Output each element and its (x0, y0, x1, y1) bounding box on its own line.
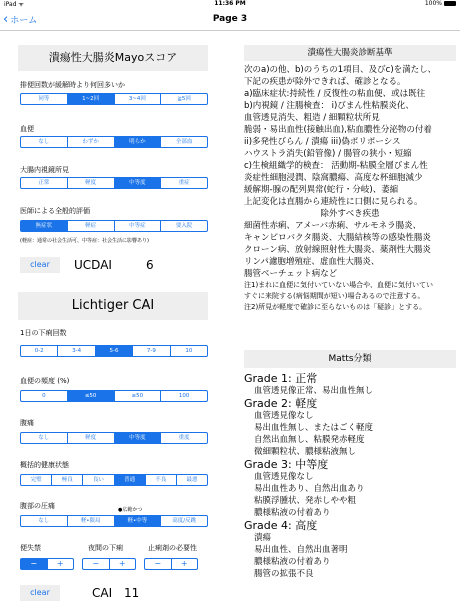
matts-grade: Grade 2: 軽度 (244, 397, 318, 410)
matts-grade-item: 腸管の拡張不良 (254, 569, 314, 579)
cai-title: Lichtiger CAI (18, 292, 208, 320)
abdominal-pain-segmented-option[interactable]: 重度 (160, 433, 207, 443)
criteria-line: 上記変化は直腸から連続性に口側に見られる。 (244, 197, 423, 207)
exclude-lines (244, 220, 456, 280)
criteria-line: 緩解期-腺の配列異常(蛇行・分岐)、萎縮 (244, 185, 399, 195)
blood-segmented-option[interactable]: なし (38, 139, 50, 145)
blood-frequency-segmented[interactable] (20, 390, 208, 402)
antidiarrheal-label: 止痢剤の必要性 (148, 544, 197, 552)
doctor-assessment-segmented-option[interactable]: 無症状 (21, 221, 67, 231)
daily-diarrhea-segmented-option[interactable]: 3-4 (57, 346, 94, 356)
criteria-line: b)内視鏡 / 注腸検査： i)びまん性粘膜炎化、 (244, 101, 414, 111)
stepper-minus[interactable]: − (92, 559, 100, 568)
criteria-title: 潰瘍性大腸炎診断基準 (244, 45, 456, 61)
endoscopy-label: 大腸内視鏡所見 (20, 166, 69, 174)
battery-icon (444, 1, 456, 6)
mayo-title: 潰瘍性大腸炎Mayoスコア (18, 45, 208, 71)
nocturnal-diarrhea-stepper[interactable] (82, 558, 136, 570)
criteria-line: c)生検組織学的検査： 活動期-粘膜全層びまん性 (244, 161, 428, 171)
endoscopy-segmented[interactable] (20, 177, 208, 189)
doctor-assessment-segmented-option[interactable]: 中等症 (114, 221, 161, 231)
abdominal-tenderness-segmented-option[interactable]: 軽•限局 (67, 516, 114, 526)
blood-segmented-option[interactable]: 全部血 (160, 137, 207, 147)
matts-grade-item: 易出血性あり、自然出血あり (254, 484, 365, 494)
criteria-line: ii)多発性びらん / 潰瘍 iii)偽ポリポーシス (244, 137, 401, 147)
endoscopy-segmented-option[interactable]: 正常 (38, 180, 50, 186)
doctor-assessment-note: (軽症：通常の社会生活可、中等症：社会生活に影響あり) (20, 238, 149, 244)
endoscopy-segmented-option[interactable]: 重症 (160, 178, 207, 188)
stepper-plus[interactable]: + (171, 559, 198, 569)
matts-grade-item: 膿様粘液の付着あり (254, 557, 331, 567)
nocturnal-diarrhea-label: 夜間の下痢 (88, 544, 123, 552)
matts-grade-item: 血管透見像正常、易出血性無し (254, 386, 374, 396)
cai-value: 11 (124, 586, 140, 600)
criteria-line: 下記の疾患が除外できれば、確診となる。 (244, 77, 406, 87)
stool-segmented[interactable] (20, 93, 208, 105)
criteria-line: a)臨床症状:持続性 / 反復性の粘血便、或は既往 (244, 89, 426, 99)
abdominal-pain-segmented-option[interactable]: 中等度 (114, 433, 161, 443)
matts-grade: Grade 3: 中等度 (244, 458, 329, 471)
abdominal-tenderness-sublabel: ●広範かつ (118, 507, 143, 513)
matts-grade-item: 易出血性、自然出血著明 (254, 545, 348, 555)
blood-segmented-option[interactable]: わずか (67, 137, 114, 147)
criteria-note: すぐに来院する(病悩期間が短い)場合あるので注意する。 (244, 292, 425, 300)
daily-diarrhea-label: 1日の下痢回数 (20, 329, 67, 337)
endoscopy-segmented-option[interactable]: 軽度 (67, 178, 114, 188)
stepper-plus[interactable]: + (109, 559, 136, 569)
stepper-minus[interactable]: − (21, 559, 47, 569)
blood-segmented-option[interactable]: 明らか (114, 137, 161, 147)
chevron-left-icon: ‹ (3, 12, 9, 27)
doctor-assessment-segmented[interactable] (20, 220, 208, 232)
general-health-segmented-option[interactable]: 良い (82, 475, 113, 485)
criteria-line: 次のa)の他、b)のうちの1項目、及びc)を満たし、 (244, 65, 437, 75)
abdominal-pain-segmented-option[interactable]: 軽度 (67, 433, 114, 443)
criteria-line: ハウストラ消失(鉛管像) / 腸管の狭小・短縮 (244, 149, 412, 159)
antidiarrheal-stepper[interactable] (144, 558, 198, 570)
blood-frequency-segmented-option[interactable]: 100 (160, 391, 207, 401)
doctor-assessment-segmented-option[interactable]: 軽症 (67, 221, 114, 231)
matts-grade-item: 膿様粘液の付着あり (254, 508, 331, 518)
ucdai-label: UCDAI (74, 258, 112, 272)
incontinence-stepper[interactable] (20, 558, 74, 570)
matts-grade-item: 粘膜浮腫状、発赤しやや粗 (254, 496, 357, 506)
criteria-line: 炎症性細胞浸潤、陰窩膿瘍、高度な杯細胞減少 (244, 173, 423, 183)
page-title: Page 3 (212, 14, 248, 24)
cai-clear-button[interactable]: clear (20, 585, 60, 601)
daily-diarrhea-segmented-option[interactable]: 7-9 (132, 346, 169, 356)
battery-percent: 100% (424, 0, 442, 7)
general-health-segmented-option[interactable]: 最悪 (176, 475, 207, 485)
exclude-title: 除外すべき疾患 (320, 209, 380, 219)
matts-grade-item: 易出血性無し、またはごく軽度 (254, 423, 374, 433)
criteria-note: 注2)所見が軽度で確診に至らないものは「疑診」とする。 (244, 303, 427, 311)
general-health-segmented-option[interactable]: 完璧 (30, 477, 42, 483)
matts-grade-item: 微細顆粒状、膿様粘液無し (254, 447, 357, 457)
doctor-assessment-label: 医師による全般的評価 (20, 207, 90, 215)
daily-diarrhea-segmented-option[interactable]: 5-6 (95, 346, 132, 356)
stool-segmented-option[interactable]: 3~4回 (114, 94, 161, 104)
battery-status (425, 0, 456, 7)
abdominal-pain-segmented-option[interactable]: なし (38, 435, 50, 441)
general-health-segmented-option[interactable]: 不良 (145, 475, 176, 485)
criteria-body (244, 64, 456, 313)
criteria-lines (244, 64, 456, 208)
stepper-minus[interactable]: − (154, 559, 162, 568)
matts-grade-item: 血管透見像なし (254, 472, 314, 482)
abdominal-pain-label: 腹痛 (20, 419, 34, 427)
daily-diarrhea-segmented-option[interactable]: 0-2 (34, 348, 44, 354)
general-health-segmented-option[interactable]: 普通 (114, 475, 145, 485)
blood-frequency-segmented-option[interactable]: ≤50 (67, 391, 114, 401)
exclude-line: クローン病、放射線照射性大腸炎、薬剤性大腸炎 (244, 245, 431, 255)
exclude-line: 腸管ベーチェット病など (244, 269, 338, 279)
abdominal-pain-segmented[interactable] (20, 432, 208, 444)
exclude-line: 細菌性赤痢、アメーバ赤痢、サルモネラ腸炎、 (244, 221, 422, 231)
criteria-notes (244, 280, 456, 313)
blood-frequency-segmented-option[interactable]: 0 (42, 393, 46, 399)
stool-segmented-option[interactable]: 1~2回 (67, 94, 114, 104)
stool-segmented-option[interactable]: ≧5回 (160, 94, 207, 104)
matts-grade-item: 潰瘍 (254, 533, 272, 543)
blood-segmented[interactable] (20, 136, 208, 148)
matts-list (244, 372, 456, 580)
criteria-line: 脆弱・易出血性(接触出血),粘血膿性分泌物の付着 (244, 125, 432, 135)
exclude-line: キャンピロバクタ腸炎、大腸結核等の感染性腸炎 (244, 233, 431, 243)
status-time: 11:36 PM (214, 0, 246, 7)
exclude-line: リンパ濾胞増殖症、虚血性大腸炎、 (244, 257, 380, 267)
blood-frequency-label: 血便の頻度 (%) (20, 377, 70, 385)
matts-grade-item: 血管透見像なし (254, 411, 314, 421)
daily-diarrhea-segmented-option[interactable]: 10 (170, 346, 207, 356)
cai-label: CAI (92, 586, 113, 600)
general-health-label: 概括的健康状態 (20, 461, 69, 469)
abdominal-tenderness-segmented-option[interactable]: 高度/反跳 (160, 516, 207, 526)
criteria-note: 注1)まれに血便に気付いていない場合や、血便に気付いてい (244, 281, 434, 289)
abdominal-tenderness-label: 腹部の圧痛 (20, 502, 55, 510)
stepper-plus[interactable]: + (47, 559, 74, 569)
device-label: iPad ᯤ (4, 1, 24, 8)
blood-label: 血便 (20, 125, 34, 133)
back-label: ホーム (10, 16, 38, 26)
navigation-bar (0, 9, 460, 31)
abdominal-tenderness-segmented[interactable] (20, 515, 208, 527)
general-health-segmented[interactable] (20, 474, 208, 486)
doctor-assessment-segmented-option[interactable]: 要入院 (160, 221, 207, 231)
stool-segmented-option[interactable]: 同等 (38, 96, 50, 102)
blood-frequency-segmented-option[interactable]: ≥50 (114, 391, 161, 401)
matts-title: Matts分類 (244, 350, 456, 368)
mayo-clear-button[interactable]: clear (20, 257, 60, 273)
endoscopy-segmented-option[interactable]: 中等度 (114, 178, 161, 188)
ucdai-value: 6 (146, 258, 154, 272)
matts-grade: Grade 4: 高度 (244, 519, 318, 532)
daily-diarrhea-segmented[interactable] (20, 345, 208, 357)
general-health-segmented-option[interactable]: 極良 (51, 475, 82, 485)
matts-grade-item: 自然出血無し、粘膜発赤軽度 (254, 435, 365, 445)
incontinence-label: 便失禁 (20, 544, 41, 552)
abdominal-tenderness-segmented-option[interactable]: 軽•中等 (114, 516, 161, 526)
stool-label: 排便回数が緩解時より何回多いか (20, 81, 125, 89)
matts-grade: Grade 1: 正常 (244, 372, 318, 385)
criteria-line: 血管透見消失、粗造 / 細顆粒状所見 (244, 113, 380, 123)
status-bar (0, 0, 460, 8)
abdominal-tenderness-segmented-option[interactable]: なし (38, 518, 50, 524)
